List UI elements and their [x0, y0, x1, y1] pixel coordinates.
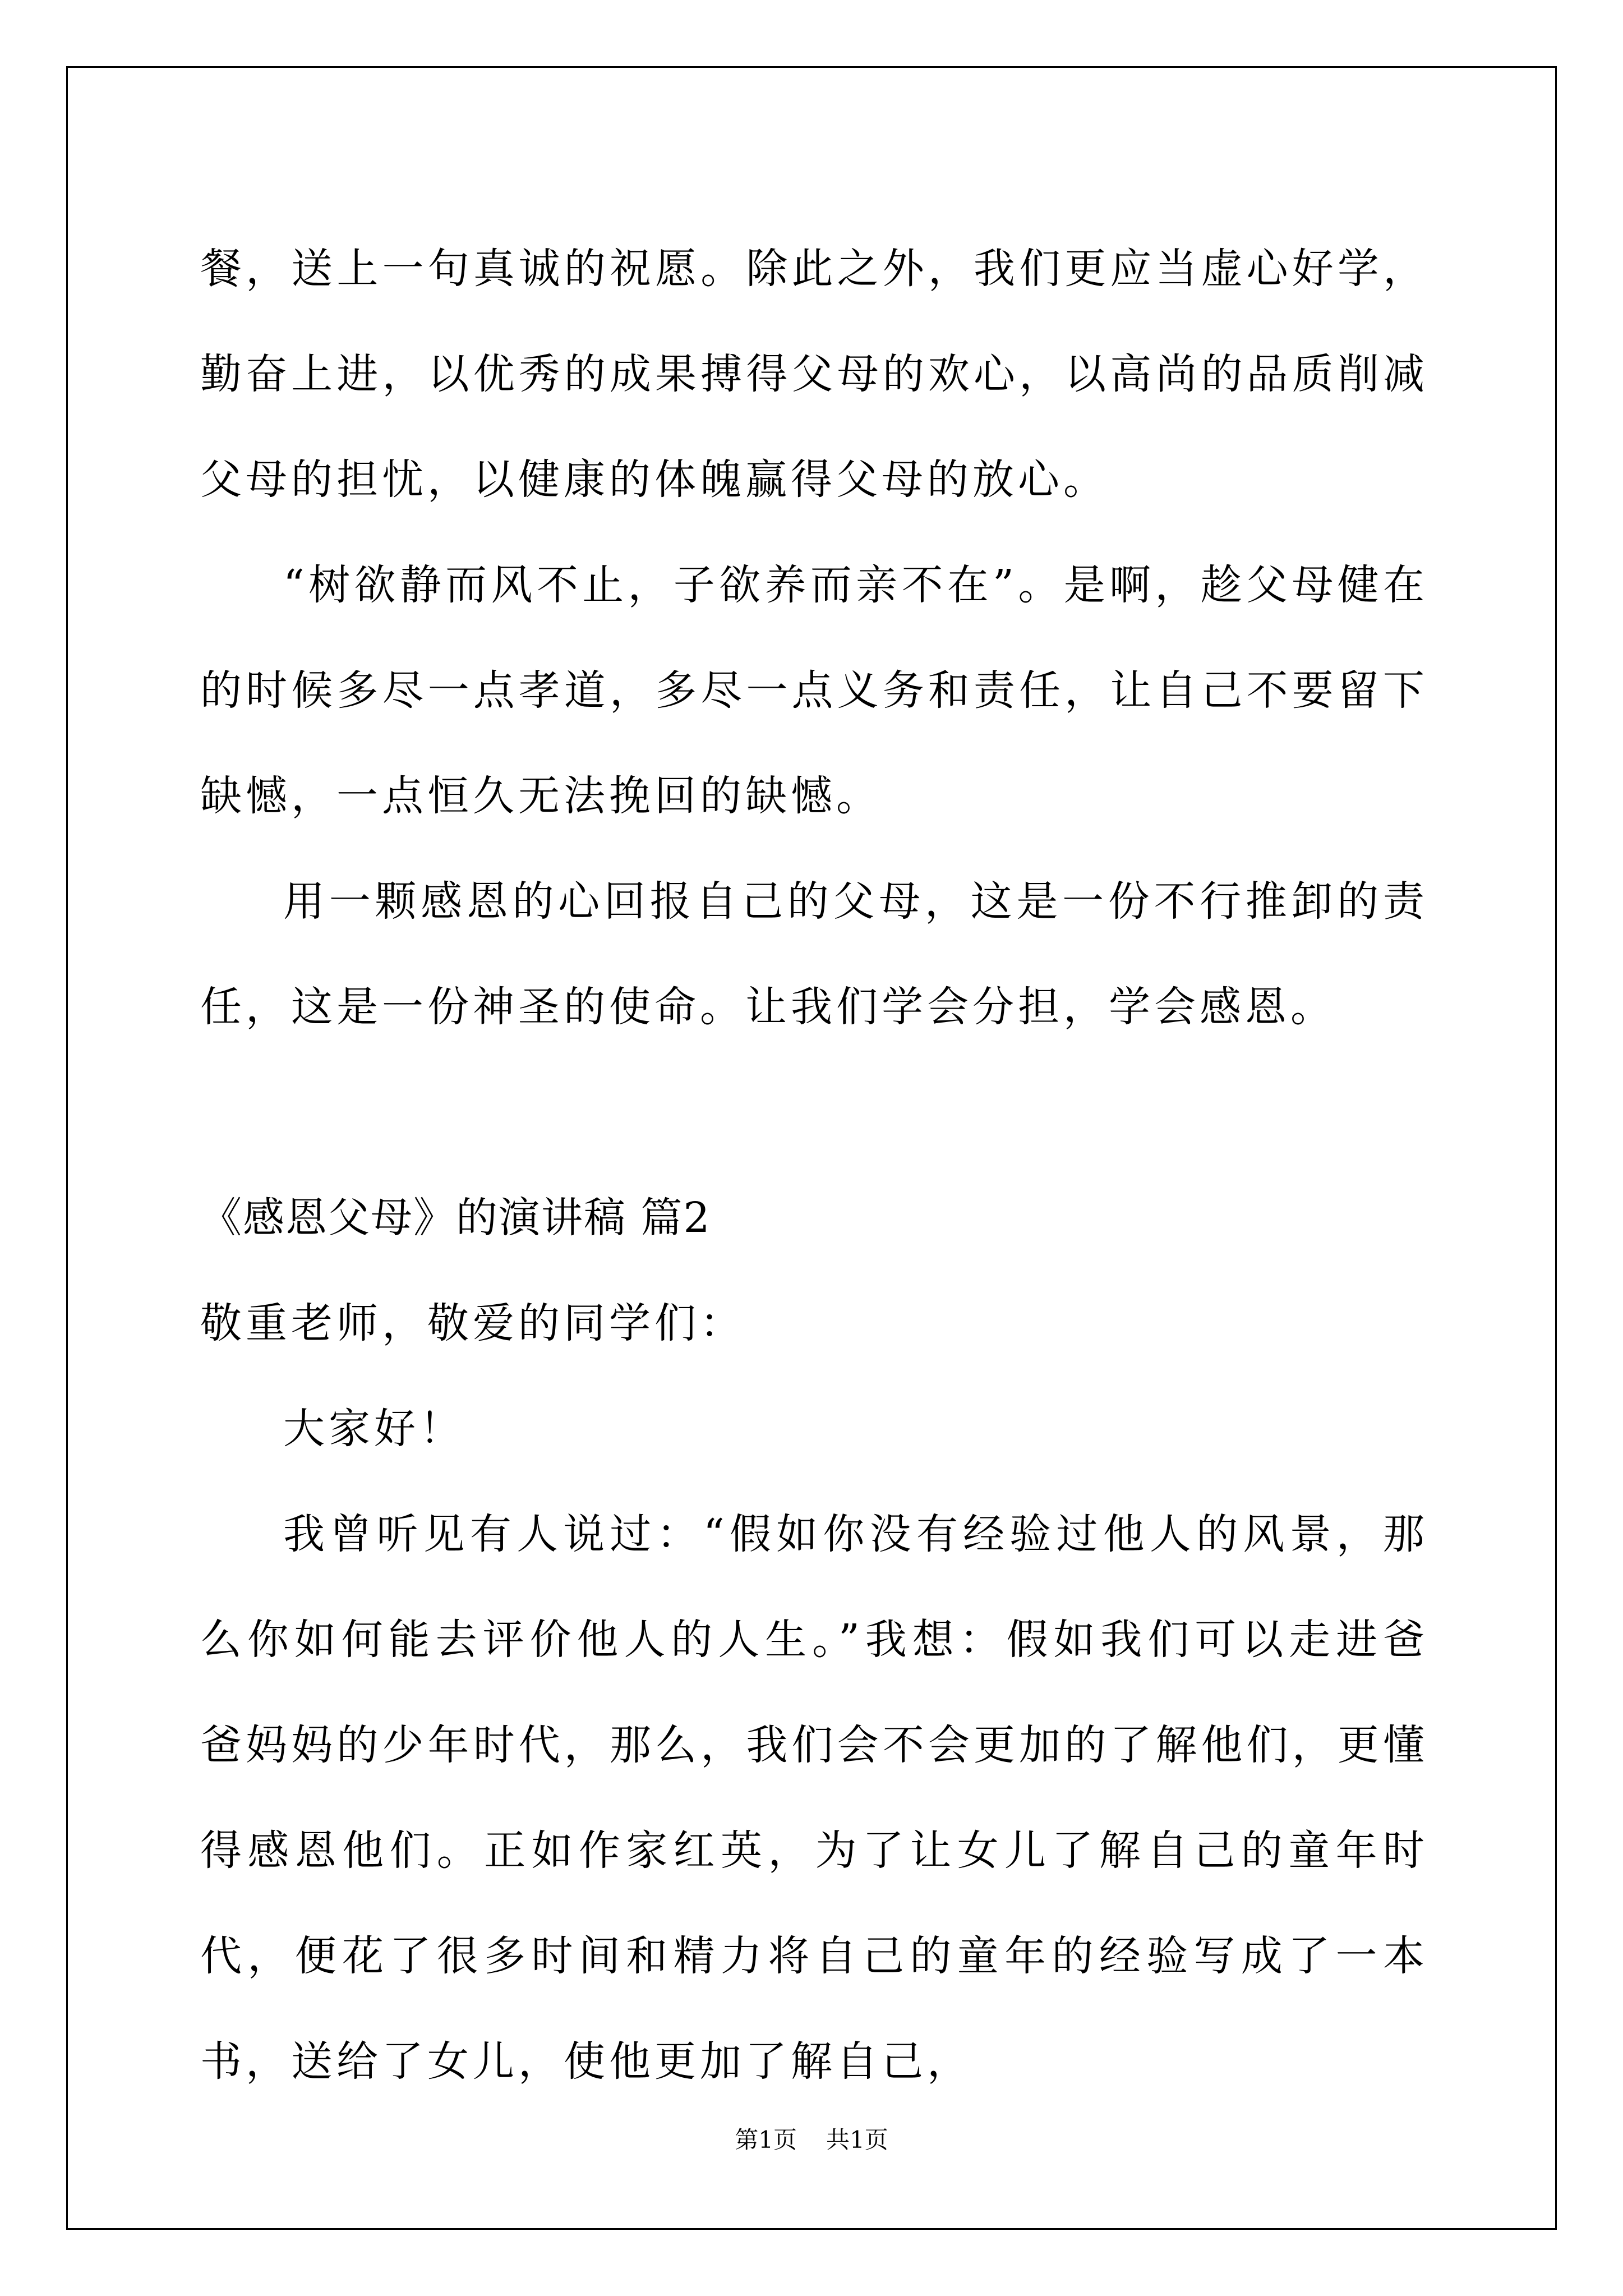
page-total: 共1页: [826, 2126, 888, 2154]
section-heading: 《感恩父母》的演讲稿 篇2: [200, 1194, 711, 1242]
document-body: [200, 216, 1428, 2114]
page-footer: [0, 2122, 1623, 2155]
body-paragraph: 我曾听见有人说过：“假如你没有经验过他人的风景，那么你如何能去评价他人的人生。”我想：假如我们可以走进爸爸妈妈的少年时代，那么，我们会不会更加的了解他们，更懂得感恩他们。正如作家红英，为了让女儿了解自己的童年时代，便花了很多时间和精力将自己的童年的经验写成了一本书，送给了女儿，使他更加了解自己，: [200, 1510, 1428, 2086]
greeting: 大家好！: [283, 1405, 465, 1453]
salutation: 敬重老师，敬爱的同学们：: [200, 1299, 745, 1347]
paragraph-2: “树欲静而风不止，子欲养而亲不在”。是啊，趁父母健在的时候多尽一点孝道，多尽一点义务和责任，让自己不要留下缺憾，一点恒久无法挽回的缺憾。: [200, 561, 1428, 820]
section-spacer: [200, 1060, 1428, 1165]
page-number: 第1页: [735, 2126, 797, 2154]
paragraph-1: 餐，送上一句真诚的祝愿。除此之外，我们更应当虚心好学，勤奋上进，以优秀的成果搏得父母的欢心，以高尚的品质削减父母的担忧，以健康的体魄赢得父母的放心。: [200, 245, 1428, 504]
paragraph-3: 用一颗感恩的心回报自己的父母，这是一份不行推卸的责任，这是一份神圣的使命。让我们学会分担，学会感恩。: [200, 877, 1428, 1031]
